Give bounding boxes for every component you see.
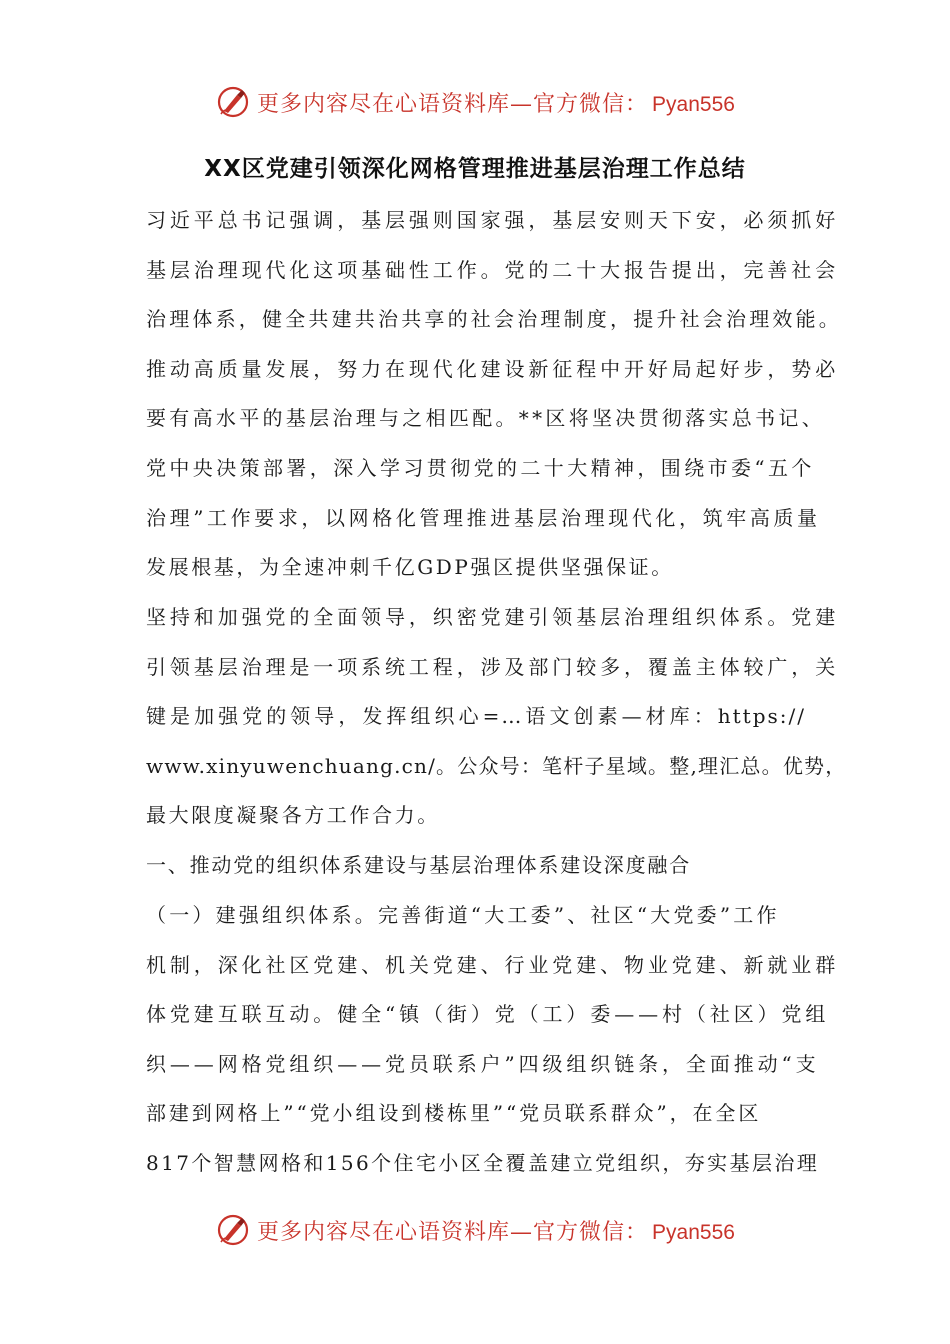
section-heading: 一、推动党的组织体系建设与基层治理体系建设深度融合 <box>146 853 691 877</box>
body-line: 习近平总书记强调，基层强则国家强，基层安则天下安，必须抓好 <box>146 208 840 232</box>
body-line: 键是加强党的领导，发挥组织心=…语文创素—材库：https:// <box>146 704 806 728</box>
body-line: 817个智慧网格和156个住宅小区全覆盖建立党组织，夯实基层治理 <box>146 1151 820 1175</box>
body-line: 要有高水平的基层治理与之相匹配。**区将坚决贯彻落实总书记、 <box>146 406 825 430</box>
body-line: 治理”工作要求，以网格化管理推进基层治理现代化，筑牢高质量 <box>146 506 821 530</box>
body-line: 体党建互联互动。健全“镇（街）党（工）委——村（社区）党组 <box>146 1002 830 1026</box>
pen-nib-logo-icon <box>215 1212 251 1248</box>
watermark-header <box>0 82 950 122</box>
body-line: www.xinyuwenchuang.cn/。公众号：笔杆子星域。整,理汇总。优势， <box>146 754 847 778</box>
pen-nib-logo-icon <box>215 84 251 120</box>
body-line: 治理体系，健全共建共治共享的社会治理制度，提升社会治理效能。 <box>146 307 842 331</box>
watermark-wechat-id: Pyan556 <box>652 92 735 116</box>
document-title: XX区党建引领深化网格管理推进基层治理工作总结 <box>204 156 746 182</box>
watermark-wechat-id: Pyan556 <box>652 1220 735 1244</box>
body-line: 部建到网格上”“党小组设到楼栋里”“党员联系群众”，在全区 <box>146 1101 762 1125</box>
body-line: （一）建强组织体系。完善街道“大工委”、社区“大党委”工作 <box>146 903 780 927</box>
watermark-text: 更多内容尽在心语资料库—官方微信： Pyan556 <box>257 91 735 117</box>
body-line: 织——网格党组织——党员联系户”四级组织链条，全面推动“支 <box>146 1052 820 1076</box>
body-line: 推动高质量发展，努力在现代化建设新征程中开好局起好步，势必 <box>146 357 840 381</box>
body-line: 党中央决策部署，深入学习贯彻党的二十大精神，围绕市委“五个 <box>146 456 815 480</box>
watermark-footer <box>0 1210 950 1250</box>
body-line: 坚持和加强党的全面领导，织密党建引领基层治理组织体系。党建 <box>146 605 840 629</box>
body-line: 发展根基，为全速冲刺千亿GDP强区提供坚强保证。 <box>146 555 674 579</box>
body-line: 引领基层治理是一项系统工程，涉及部门较多，覆盖主体较广，关 <box>146 655 840 679</box>
body-line: 基层治理现代化这项基础性工作。党的二十大报告提出，完善社会 <box>146 258 840 282</box>
body-line: 最大限度凝聚各方工作合力。 <box>146 803 440 827</box>
body-line: 机制，深化社区党建、机关党建、行业党建、物业党建、新就业群 <box>146 953 840 977</box>
watermark-text: 更多内容尽在心语资料库—官方微信： Pyan556 <box>257 1219 735 1245</box>
